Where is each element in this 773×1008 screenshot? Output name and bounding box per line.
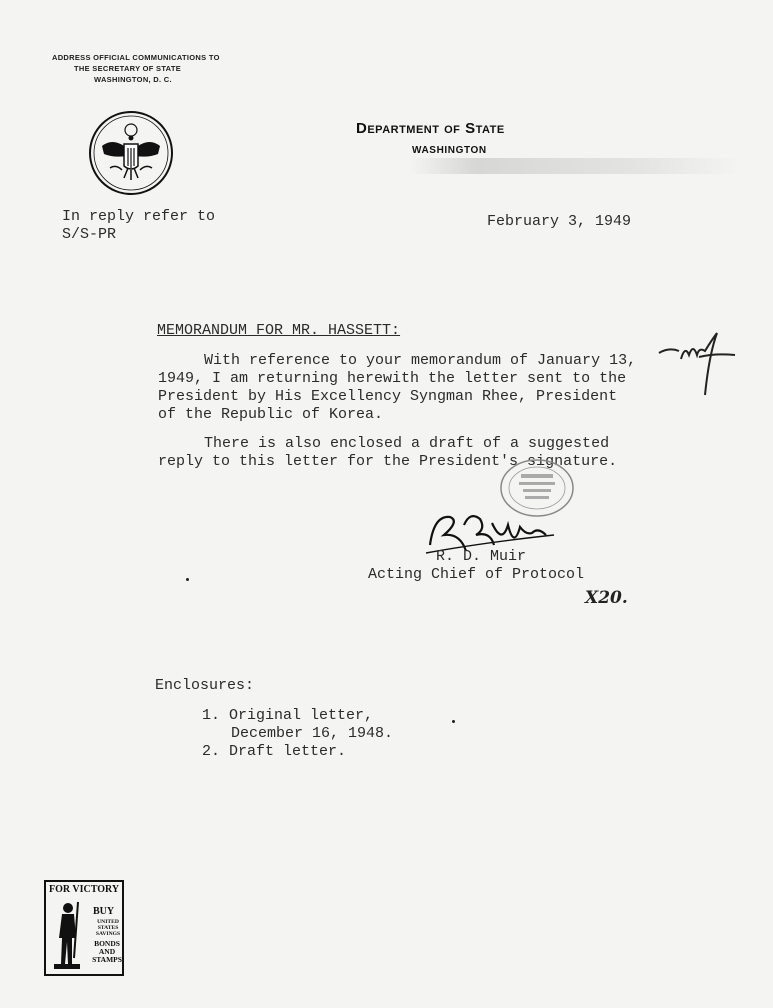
victory-bonds-line: AND [98,947,116,956]
enclosure-item: 2. Draft letter. [202,743,347,760]
enclosures-label: Enclosures: [155,677,255,694]
department-city: WASHINGTON [412,145,487,156]
reference-label: In reply refer to [62,208,216,225]
paragraph-line: There is also enclosed a draft of a suggested [204,435,610,452]
ink-speck [186,578,189,581]
stamp-smudge [410,158,740,174]
eagle-seal-icon [88,110,174,196]
victory-bonds-line: BONDS [94,939,120,948]
victory-headline: FOR VICTORY [49,884,120,895]
reference-code: S/S-PR [62,226,117,243]
handwritten-initials-icon [655,325,740,400]
victory-small-line: UNITED [97,919,119,925]
signer-title: Acting Chief of Protocol [368,566,585,583]
return-address-line: ADDRESS OFFICIAL COMMUNICATIONS TO [52,53,220,62]
victory-buy: BUY [93,906,115,917]
letter-date: February 3, 1949 [487,213,632,230]
department-title: Department of State [356,120,505,137]
paragraph-line: reply to this letter for the President's signature. [158,453,618,470]
paragraph-line: of the Republic of Korea. [158,406,384,423]
ink-speck [452,720,455,723]
victory-small-line: SAVINGS [95,931,121,938]
paragraph-line: With reference to your memorandum of January 13, [204,352,637,369]
victory-small-text [92,919,124,938]
handwritten-annotation: X20. [585,588,628,608]
return-address [52,52,222,85]
victory-small-line: STATES [97,925,119,932]
memo-paragraph-1 [158,352,636,424]
victory-bonds-text [90,940,124,964]
signer-name: R. D. Muir [436,548,527,565]
reference-block [62,208,215,244]
return-address-line: WASHINGTON, D. C. [94,75,172,84]
enclosure-item: 1. Original letter, [202,707,374,724]
minuteman-figure-icon [50,898,90,972]
signature-block [368,548,584,584]
return-address-line: THE SECRETARY OF STATE [74,64,182,73]
war-bonds-emblem [44,880,124,976]
memo-title: MEMORANDUM FOR MR. HASSETT: [157,322,401,339]
paragraph-line: 1949, I am returning herewith the letter sent to the [158,370,627,387]
enclosures-list [202,707,393,761]
paragraph-line: President by His Excellency Syngman Rhee, President [158,388,618,405]
victory-bonds-line: STAMPS [92,955,122,964]
enclosure-item: December 16, 1948. [231,725,394,742]
